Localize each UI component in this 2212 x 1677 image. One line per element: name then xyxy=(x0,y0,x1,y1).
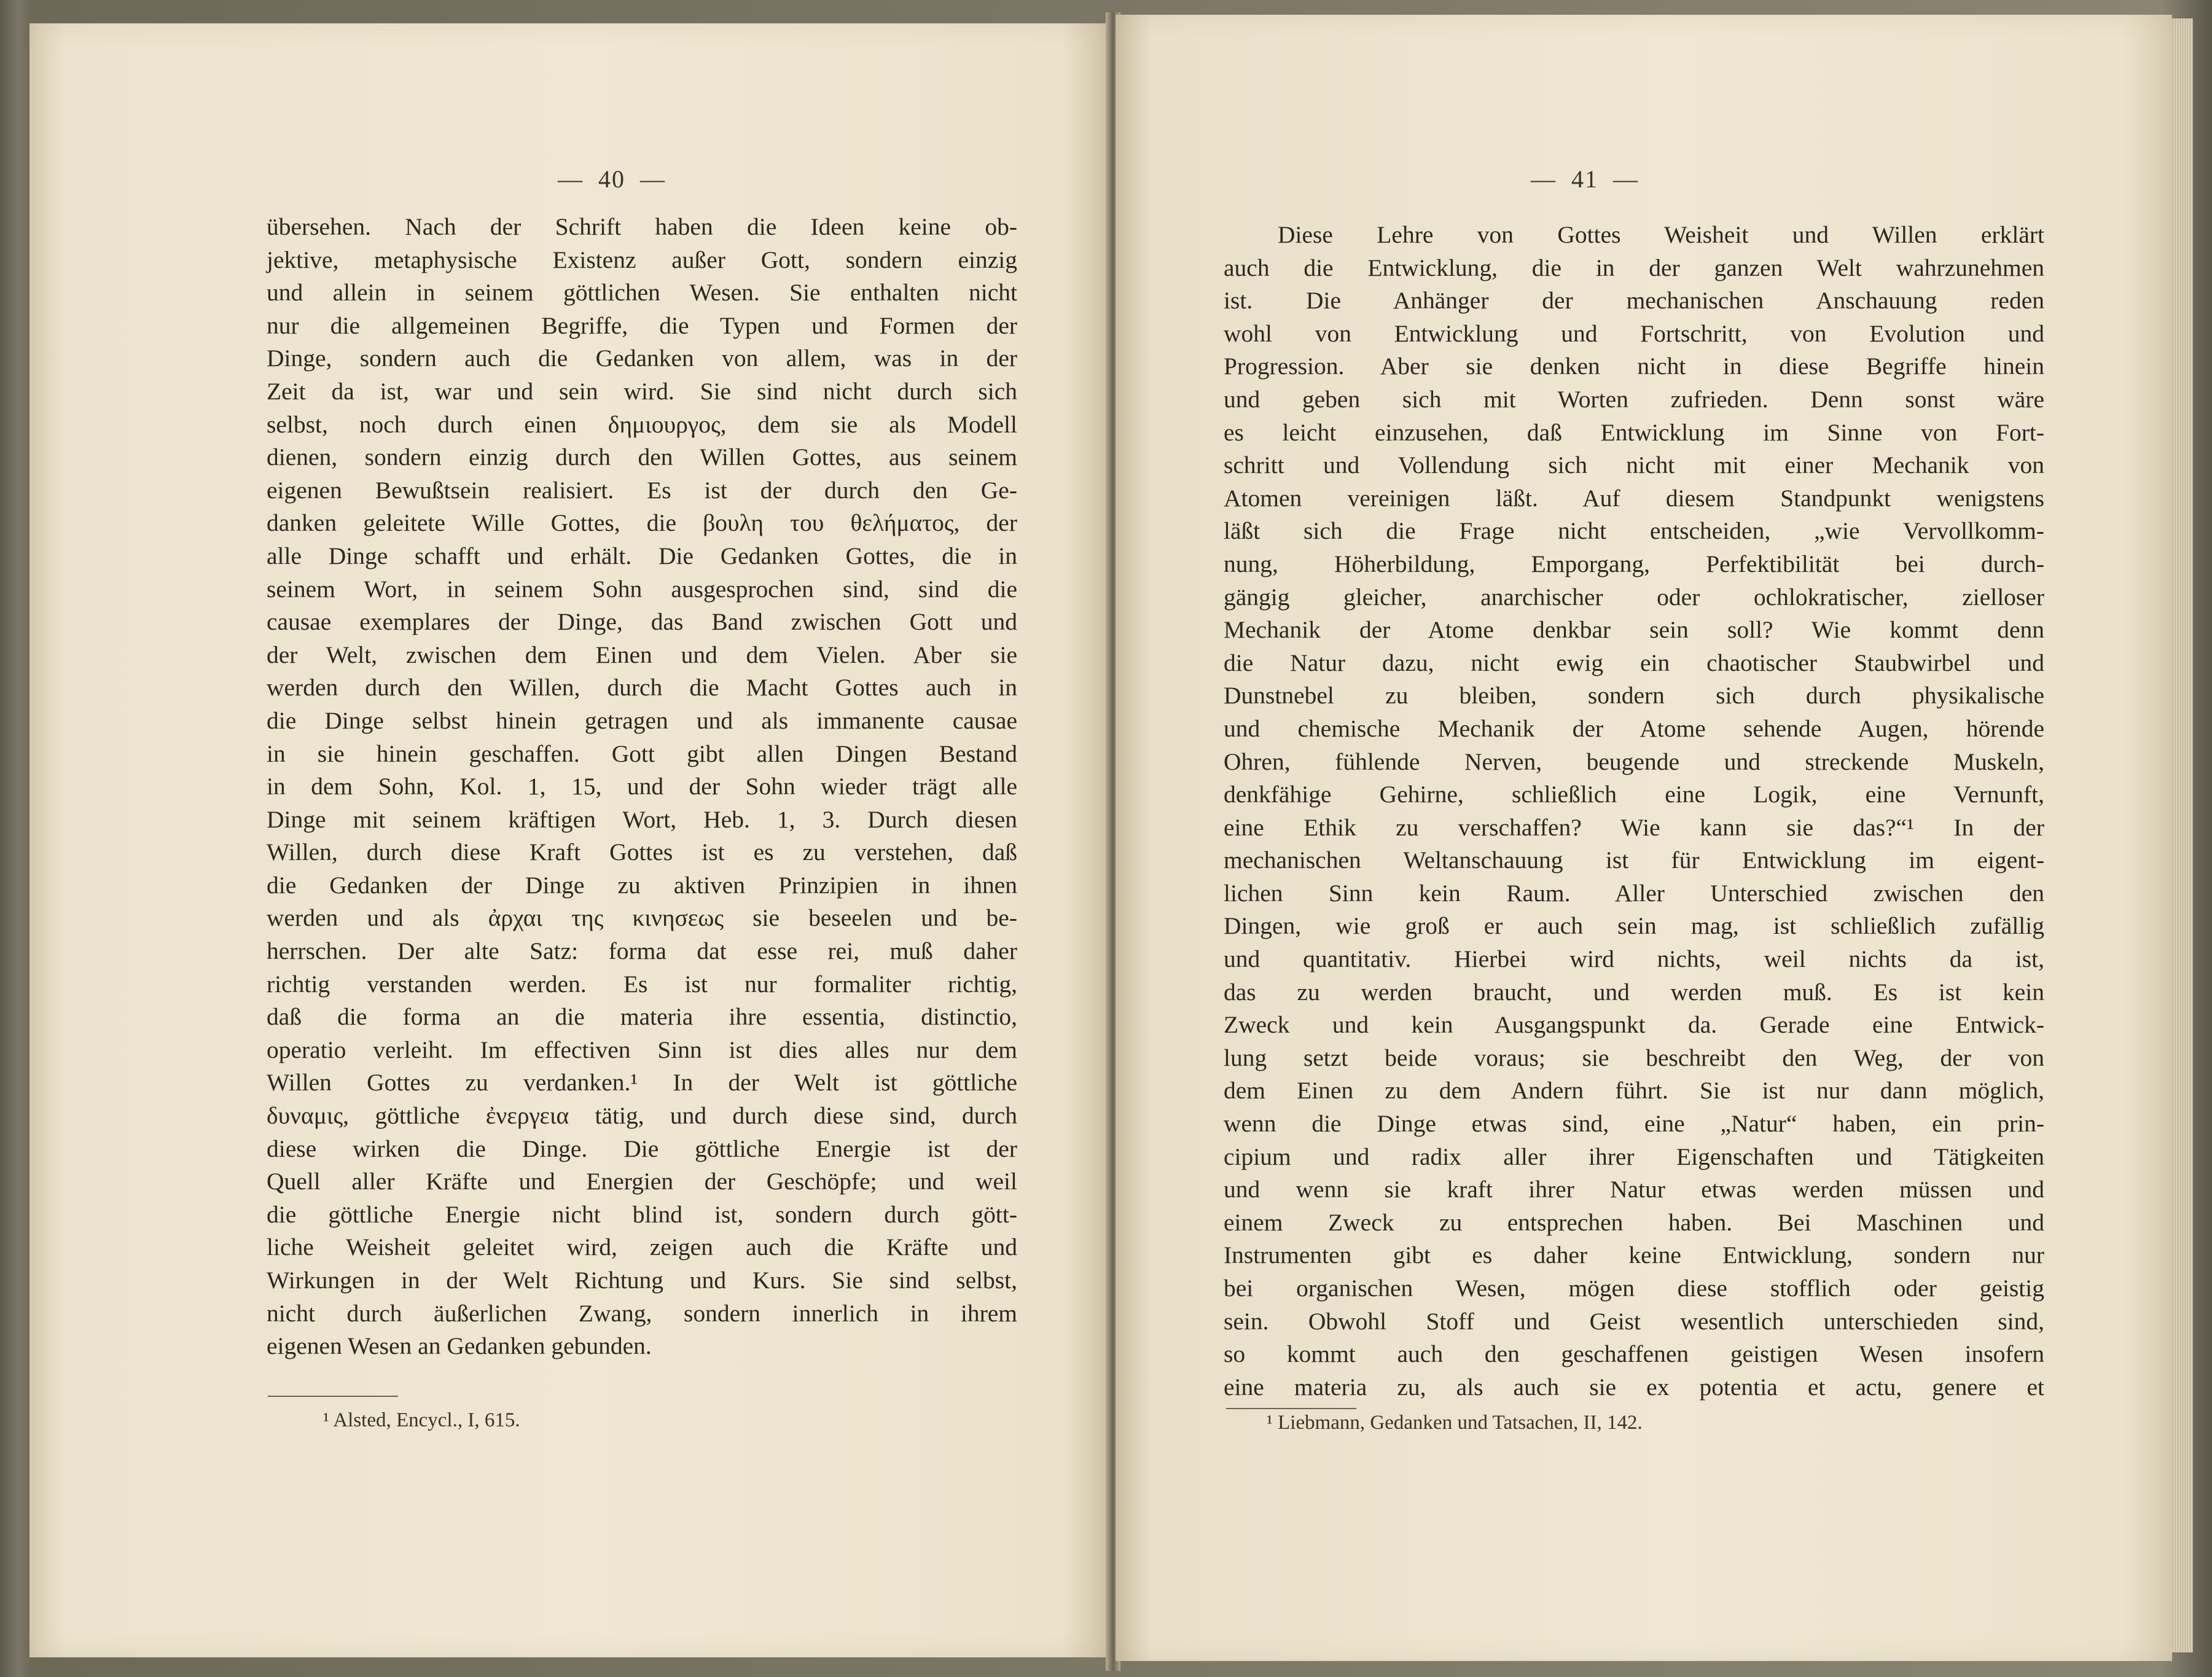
text-line: herrschen. Der alte Satz: forma dat esse rei, muß daher xyxy=(267,937,1017,965)
text-line: die göttliche Energie nicht blind ist, sondern durch gött- xyxy=(267,1200,1017,1228)
text-line: diese wirken die Dinge. Die göttliche Energie ist der xyxy=(267,1135,1017,1162)
text-line: und wenn sie kraft ihrer Natur etwas werden müssen und xyxy=(1224,1176,2044,1203)
text-line: nicht durch äußerlichen Zwang, sondern innerlich in ihrem xyxy=(267,1299,1017,1327)
text-line: Zweck und kein Ausgangspunkt da. Gerade eine Entwick- xyxy=(1224,1011,2044,1039)
page-number-left: — 40 — xyxy=(558,165,666,193)
right-page xyxy=(1116,15,2172,1661)
page-number-right: — 41 — xyxy=(1531,165,1639,193)
text-line: Wirkungen in der Welt Richtung und Kurs. Sie sind selbst, xyxy=(267,1267,1017,1294)
text-line: richtig verstanden werden. Es ist nur formaliter richtig, xyxy=(267,970,1017,998)
text-line: jektive, metaphysische Existenz außer Gott, sondern einzig xyxy=(267,246,1017,273)
text-line: in sie hinein geschaffen. Gott gibt allen Dingen Bestand xyxy=(267,740,1017,767)
text-line: ist. Die Anhänger der mechanischen Anschauung reden xyxy=(1224,287,2044,315)
text-line: δυναμις, göttliche ἐνεργεια tätig, und durch diese sind, durch xyxy=(267,1102,1017,1130)
text-line: schritt und Vollendung sich nicht mit einer Mechanik von xyxy=(1224,452,2044,479)
text-line: Atomen vereinigen läßt. Auf diesem Standpunkt wenigstens xyxy=(1224,484,2044,512)
page-edges xyxy=(2168,18,2193,1652)
text-line: auch die Entwicklung, die in der ganzen Welt wahrzunehmen xyxy=(1224,254,2044,281)
text-line: die Natur dazu, nicht ewig ein chaotischer Staubwirbel und xyxy=(1224,649,2044,676)
text-line: die Dinge selbst hinein getragen und als immanente causae xyxy=(267,706,1017,734)
text-line: eigenen Bewußtsein realisiert. Es ist der durch den Ge- xyxy=(267,476,1017,504)
text-line: werden und als ἀρχαι της κινησεως sie beseelen und be- xyxy=(267,904,1017,932)
text-line: Ohren, fühlende Nerven, beugende und streckende Muskeln, xyxy=(1224,748,2044,775)
text-line: Dingen, wie groß er auch sein mag, ist schließlich zufällig xyxy=(1224,912,2044,940)
text-line: causae exemplares der Dinge, das Band zwischen Gott und xyxy=(267,608,1017,636)
text-line: und chemische Mechanik der Atome sehende Augen, hörende xyxy=(1224,714,2044,742)
text-line: der Welt, zwischen dem Einen und dem Vielen. Aber sie xyxy=(267,641,1017,668)
text-line: läßt sich die Frage nicht entscheiden, „wie Vervollkomm- xyxy=(1224,517,2044,545)
text-line: lichen Sinn kein Raum. Aller Unterschied zwischen den xyxy=(1224,879,2044,907)
text-line: das zu werden braucht, und werden muß. Es ist kein xyxy=(1224,978,2044,1006)
text-line: wohl von Entwicklung und Fortschritt, von Evolution und xyxy=(1224,319,2044,347)
footnote-right: ¹ Liebmann, Gedanken und Tatsachen, II, 142. xyxy=(1267,1412,1643,1434)
right-body-text xyxy=(1224,219,2044,1404)
text-line: werden durch den Willen, durch die Macht Gottes auch in xyxy=(267,674,1017,702)
text-line: lung setzt beide voraus; sie beschreibt den Weg, der von xyxy=(1224,1044,2044,1071)
text-line: bei organischen Wesen, mögen diese stofflich oder geistig xyxy=(1224,1275,2044,1302)
text-line: und allein in seinem göttlichen Wesen. Sie enthalten nicht xyxy=(267,279,1017,307)
text-line: Dunstnebel zu bleiben, sondern sich durch physikalische xyxy=(1224,682,2044,710)
text-line: Diese Lehre von Gottes Weisheit und Willen erklärt xyxy=(1278,221,2044,248)
text-line: wenn die Dinge etwas sind, eine „Natur“ haben, ein prin- xyxy=(1224,1110,2044,1138)
footnote-rule-left xyxy=(268,1396,398,1397)
text-line: liche Weisheit geleitet wird, zeigen auch die Kräfte und xyxy=(267,1233,1017,1261)
text-line: so kommt auch den geschaffenen geistigen Wesen insofern xyxy=(1224,1340,2044,1368)
text-line: dienen, sondern einzig durch den Willen Gottes, aus seinem xyxy=(267,444,1017,471)
text-line: Quell aller Kräfte und Energien der Geschöpfe; und weil xyxy=(267,1168,1017,1195)
text-line: nur die allgemeinen Begriffe, die Typen und Formen der xyxy=(267,311,1017,339)
text-line: cipium und radix aller ihrer Eigenschaften und Tätigkeiten xyxy=(1224,1143,2044,1170)
text-line: und quantitativ. Hierbei wird nichts, weil nichts da ist, xyxy=(1224,945,2044,973)
text-line: eigenen Wesen an Gedanken gebunden. xyxy=(267,1332,652,1360)
text-line: es leicht einzusehen, daß Entwicklung im Sinne von Fort- xyxy=(1224,418,2044,446)
text-line: in dem Sohn, Kol. 1, 15, und der Sohn wieder trägt alle xyxy=(267,773,1017,800)
text-line: Instrumenten gibt es daher keine Entwicklung, sondern nur xyxy=(1224,1241,2044,1269)
text-line: Zeit da ist, war und sein wird. Sie sind nicht durch sich xyxy=(267,377,1017,405)
footnote-left: ¹ Alsted, Encycl., I, 615. xyxy=(323,1409,520,1431)
text-line: und geben sich mit Worten zufrieden. Denn sonst wäre xyxy=(1224,385,2044,413)
text-line: operatio verleiht. Im effectiven Sinn ist dies alles nur dem xyxy=(267,1036,1017,1063)
text-line: Mechanik der Atome denkbar sein soll? Wie kommt denn xyxy=(1224,616,2044,644)
left-body-text xyxy=(267,211,1017,1363)
text-line: danken geleitete Wille Gottes, die βουλη του θελήματος, der xyxy=(267,509,1017,537)
footnote-rule-right xyxy=(1226,1408,1356,1409)
text-line: einem Zweck zu entsprechen haben. Bei Maschinen und xyxy=(1224,1208,2044,1236)
left-page xyxy=(29,23,1111,1657)
text-line: Dinge, sondern auch die Gedanken von allem, was in der xyxy=(267,345,1017,372)
text-line: dem Einen zu dem Andern führt. Sie ist nur dann möglich, xyxy=(1224,1077,2044,1104)
text-line: übersehen. Nach der Schrift haben die Ideen keine ob- xyxy=(267,213,1017,240)
text-line: eine materia zu, als auch sie ex potentia et actu, genere et xyxy=(1224,1373,2044,1401)
text-line: nung, Höherbildung, Emporgang, Perfektibilität bei durch- xyxy=(1224,550,2044,577)
text-line: Dinge mit seinem kräftigen Wort, Heb. 1, 3. Durch diesen xyxy=(267,805,1017,833)
text-line: seinem Wort, in seinem Sohn ausgesprochen sind, sind die xyxy=(267,575,1017,603)
text-line: sein. Obwohl Stoff und Geist wesentlich unterschieden sind, xyxy=(1224,1307,2044,1335)
text-line: Willen Gottes zu verdanken.¹ In der Welt ist göttliche xyxy=(267,1069,1017,1096)
text-line: mechanischen Weltanschauung ist für Entwicklung im eigent- xyxy=(1224,846,2044,874)
text-line: eine Ethik zu verschaffen? Wie kann sie das?“¹ In der xyxy=(1224,813,2044,841)
text-line: gängig gleicher, anarchischer oder ochlokratischer, zielloser xyxy=(1224,583,2044,611)
text-line: alle Dinge schafft und erhält. Die Gedanken Gottes, die in xyxy=(267,542,1017,569)
text-line: denkfähige Gehirne, schließlich eine Logik, eine Vernunft, xyxy=(1224,781,2044,808)
text-line: Progression. Aber sie denken nicht in diese Begriffe hinein xyxy=(1224,353,2044,380)
text-line: Willen, durch diese Kraft Gottes ist es zu verstehen, daß xyxy=(267,838,1017,866)
text-line: selbst, noch durch einen δημιουργος, dem sie als Modell xyxy=(267,410,1017,438)
text-line: die Gedanken der Dinge zu aktiven Prinzipien in ihnen xyxy=(267,871,1017,899)
text-line: daß die forma an die materia ihre essentia, distinctio, xyxy=(267,1003,1017,1031)
